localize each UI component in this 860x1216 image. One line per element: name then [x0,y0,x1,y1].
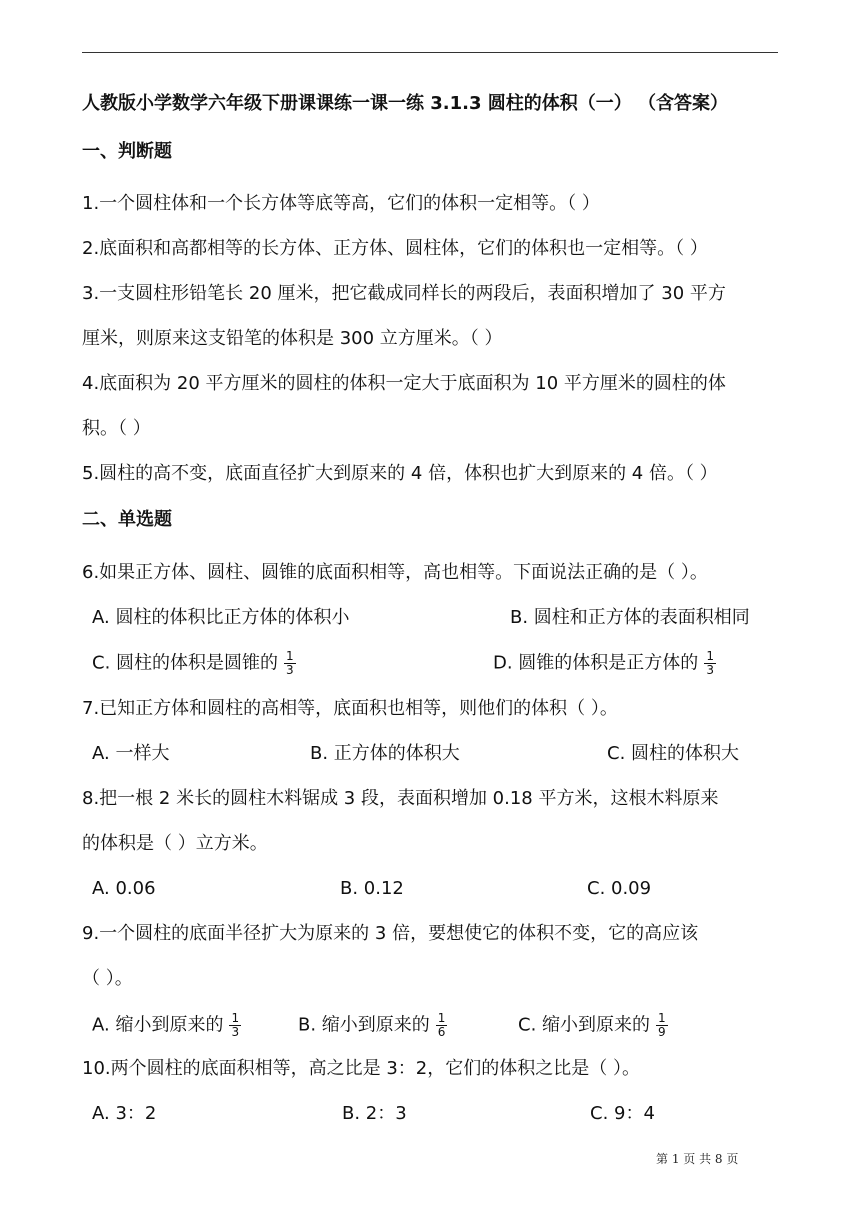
fraction-one-ninth: $\frac{1}{9}$ [658,1011,666,1039]
q10-option-a: A. 3：2 [92,1103,157,1124]
q6-option-d [493,650,716,677]
document-title: 人教版小学数学六年级下册课课练一课一练 3.1.3 圆柱的体积（一） （含答案） [82,93,729,114]
question-3-line-1: 3.一支圆柱形铅笔长 20 厘米，把它截成同样长的两段后，表面积增加了 30 平方 [82,283,726,304]
question-9-line-1: 9.一个圆柱的底面半径扩大为原来的 3 倍，要想使它的体积不变，它的高应该 [82,923,699,944]
q8-option-a: A. 0.06 [92,878,156,899]
q9-option-a-text: A. 缩小到原来的 [92,1014,224,1036]
q6-option-c [92,650,296,677]
q10-option-c: C. 9：4 [590,1103,655,1124]
question-9-line-2: （ ）。 [82,968,133,989]
question-8-line-2: 的体积是（ ）立方米。 [82,833,268,854]
q6-option-c-text: C. 圆柱的体积是圆锥的 [92,652,279,674]
question-4-line-1: 4.底面积为 20 平方厘米的圆柱的体积一定大于底面积为 10 平方厘米的圆柱的体 [82,373,726,394]
question-1: 1.一个圆柱体和一个长方体等底等高，它们的体积一定相等。（ ） [82,193,600,214]
q6-option-b: B. 圆柱和正方体的表面积相同 [510,607,750,628]
q7-option-b: B. 正方体的体积大 [310,743,460,764]
section-heading-single-choice: 二、单选题 [82,509,172,530]
q8-option-c: C. 0.09 [587,878,652,899]
q8-option-b: B. 0.12 [340,878,404,899]
question-4-line-2: 积。（ ） [82,418,151,439]
fraction-one-sixth: $\frac{1}{6}$ [437,1011,446,1039]
header-rule [82,52,778,53]
question-3-line-2: 厘米，则原来这支铅笔的体积是 300 立方厘米。（ ） [82,328,503,349]
q10-option-b: B. 2：3 [342,1103,407,1124]
question-7: 7.已知正方体和圆柱的高相等，底面积也相等，则他们的体积（ ）。 [82,698,618,719]
question-10: 10.两个圆柱的底面积相等，高之比是 3：2，它们的体积之比是（ ）。 [82,1058,640,1079]
q7-option-c: C. 圆柱的体积大 [607,743,740,764]
page-footer: 第 1 页 共 8 页 [656,1152,739,1166]
q9-option-b-text: B. 缩小到原来的 [298,1014,430,1036]
q9-option-b [298,1012,447,1039]
q9-option-c [518,1012,668,1039]
question-6: 6.如果正方体、圆柱、圆锥的底面积相等，高也相等。下面说法正确的是（ ）。 [82,562,708,583]
q6-option-d-text: D. 圆锥的体积是正方体的 [493,652,699,674]
q9-option-a [92,1012,241,1039]
question-5: 5.圆柱的高不变，底面直径扩大到原来的 4 倍，体积也扩大到原来的 4 倍。（ ） [82,463,718,484]
q6-option-a: A. 圆柱的体积比正方体的体积小 [92,607,350,628]
section-heading-true-false: 一、判断题 [82,141,172,162]
q7-option-a: A. 一样大 [92,743,170,764]
question-8-line-1: 8.把一根 2 米长的圆柱木料锯成 3 段，表面积增加 0.18 平方米，这根木料原来 [82,788,719,809]
question-2: 2.底面积和高都相等的长方体、正方体、圆柱体，它们的体积也一定相等。（ ） [82,238,708,259]
fraction-one-third: $\frac{1}{3}$ [231,1011,240,1039]
fraction-one-third: $\frac{1}{3}$ [706,649,714,677]
fraction-one-third: $\frac{1}{3}$ [286,649,294,677]
q9-option-c-text: C. 缩小到原来的 [518,1014,651,1036]
